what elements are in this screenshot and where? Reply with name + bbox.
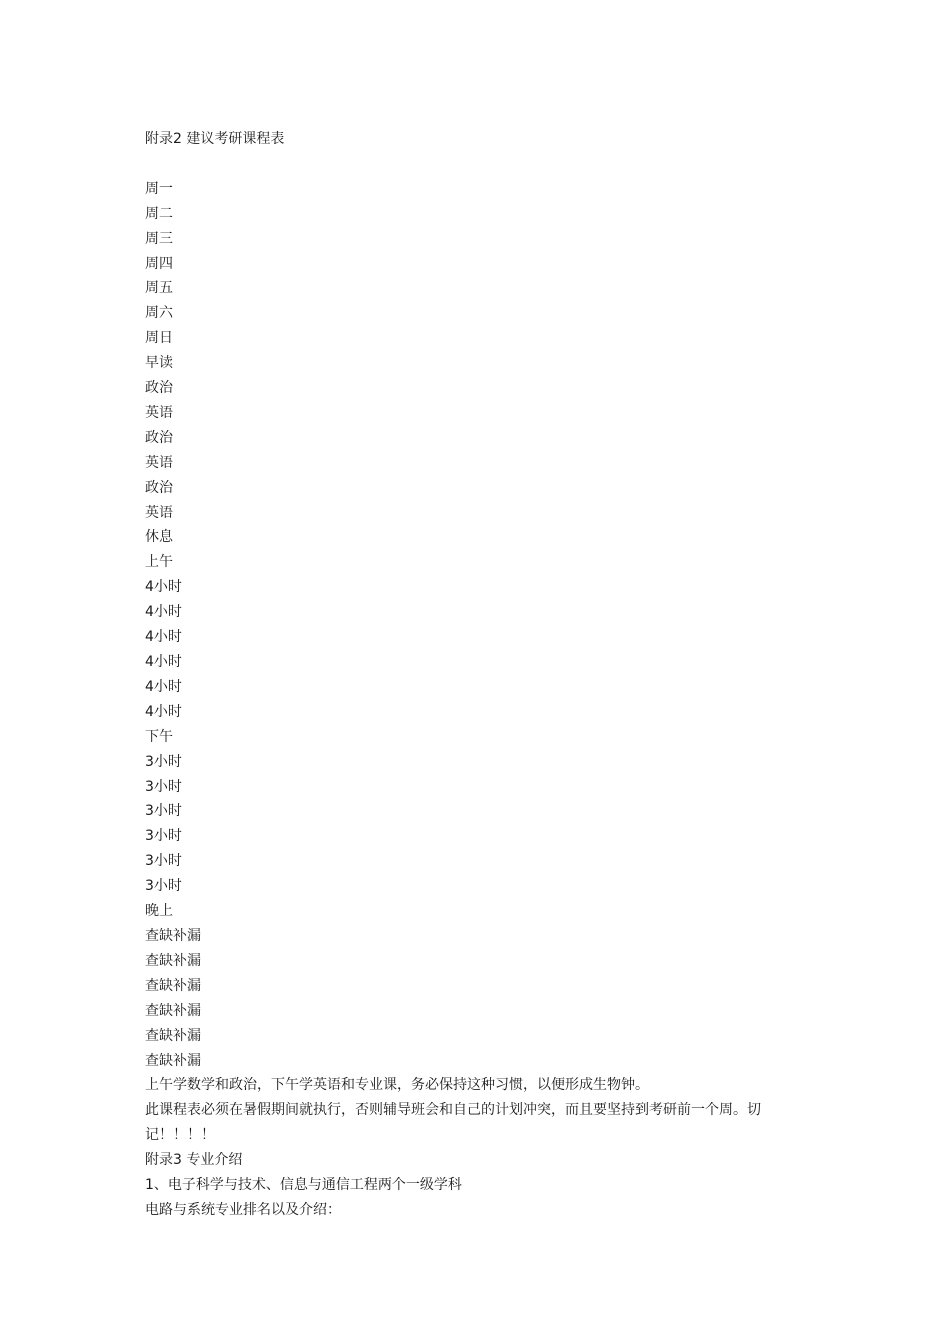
schedule-line: 政治 <box>145 479 173 496</box>
schedule-line: 4小时 <box>145 678 182 695</box>
document-page <box>145 127 815 1223</box>
schedule-line: 4小时 <box>145 654 182 671</box>
schedule-note-summer: 此课程表必须在暑假期间就执行，否则辅导班会和自己的计划冲突，而且要坚持到考研前一个周。切记！！！！ <box>145 1102 761 1144</box>
schedule-line: 查缺补漏 <box>145 927 201 944</box>
appendix-3-heading: 附录3 专业介绍 <box>145 1152 243 1169</box>
schedule-line: 查缺补漏 <box>145 1027 201 1044</box>
schedule-line: 早读 <box>145 355 173 372</box>
schedule-line: 周五 <box>145 280 173 297</box>
schedule-line: 查缺补漏 <box>145 977 201 994</box>
schedule-line: 4小时 <box>145 703 182 720</box>
schedule-line: 英语 <box>145 404 173 421</box>
schedule-line: 3小时 <box>145 828 182 845</box>
schedule-line: 英语 <box>145 454 173 471</box>
schedule-line: 周一 <box>145 180 173 197</box>
schedule-note-habit: 上午学数学和政治，下午学英语和专业课，务必保持这种习惯，以便形成生物钟。 <box>145 1077 649 1094</box>
blank-line <box>145 152 815 177</box>
schedule-line: 上午 <box>145 554 173 571</box>
schedule-line: 周四 <box>145 255 173 272</box>
schedule-line: 3小时 <box>145 803 182 820</box>
schedule-line: 周三 <box>145 230 173 247</box>
schedule-line: 晚上 <box>145 903 173 920</box>
schedule-line: 3小时 <box>145 878 182 895</box>
schedule-line: 查缺补漏 <box>145 952 201 969</box>
schedule-line: 4小时 <box>145 604 182 621</box>
schedule-line: 周日 <box>145 330 173 347</box>
schedule-line: 3小时 <box>145 853 182 870</box>
schedule-line: 4小时 <box>145 579 182 596</box>
schedule-line: 休息 <box>145 529 173 546</box>
schedule-line: 查缺补漏 <box>145 1052 201 1069</box>
appendix-2-heading: 附录2 建议考研课程表 <box>145 131 285 147</box>
discipline-item: 1、电子科学与技术、信息与通信工程两个一级学科 <box>145 1177 462 1194</box>
schedule-line: 英语 <box>145 504 173 521</box>
schedule-line: 3小时 <box>145 778 182 795</box>
schedule-line: 3小时 <box>145 753 182 770</box>
circuits-systems-intro: 电路与系统专业排名以及介绍： <box>145 1201 341 1218</box>
schedule-line: 查缺补漏 <box>145 1002 201 1019</box>
schedule-line: 下午 <box>145 728 173 745</box>
schedule-line: 周二 <box>145 205 173 222</box>
schedule-line: 4小时 <box>145 629 182 646</box>
schedule-line: 政治 <box>145 380 173 397</box>
schedule-line: 周六 <box>145 305 173 322</box>
schedule-line: 政治 <box>145 429 173 446</box>
schedule-lines <box>145 177 815 1074</box>
